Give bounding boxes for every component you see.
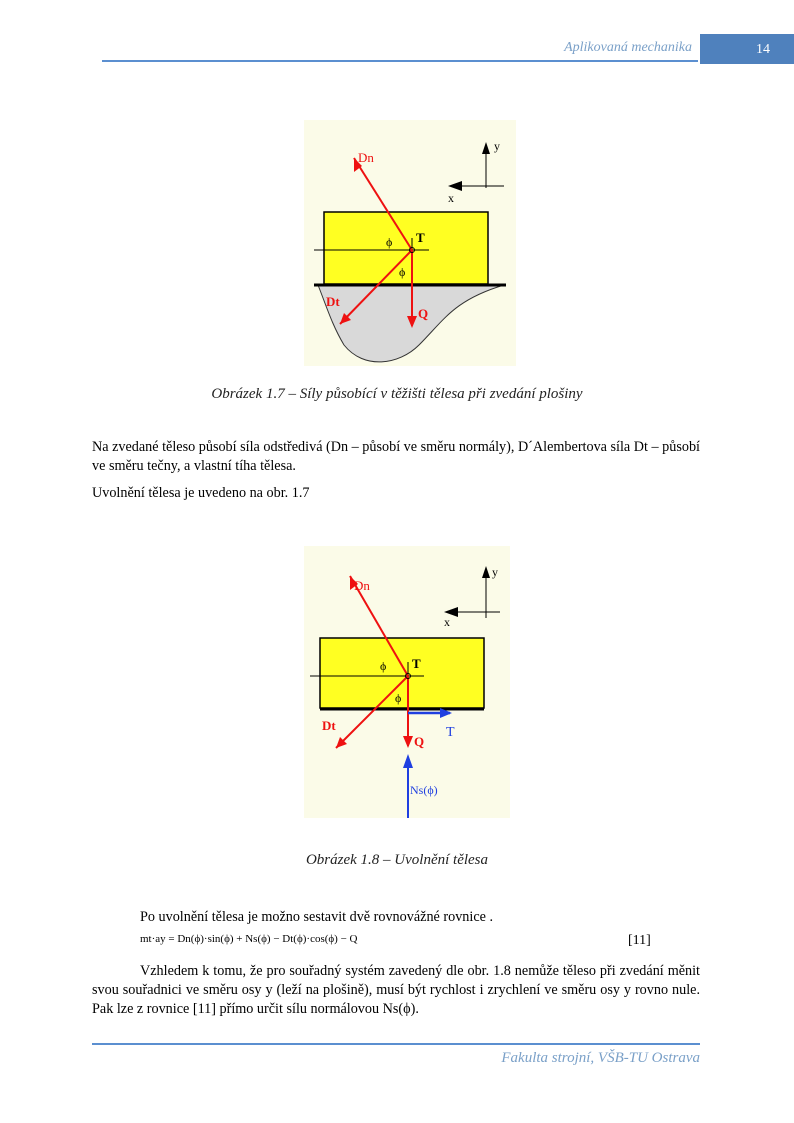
label-y: y xyxy=(494,139,500,153)
label-phi-2: ϕ xyxy=(395,691,402,705)
footer-rule xyxy=(92,1043,700,1045)
label-phi-1: ϕ xyxy=(386,235,393,249)
label-q: Q xyxy=(418,306,429,321)
figure-1-7 xyxy=(304,120,516,366)
equation-11: mt·ay = Dn(ϕ)·sin(ϕ) + Ns(ϕ) − Dt(ϕ)·cos(ϕ) − Q xyxy=(140,933,358,945)
header-rule xyxy=(102,60,698,62)
label-t: T xyxy=(416,230,425,245)
label-t: T xyxy=(412,656,421,671)
label-phi-2: ϕ xyxy=(399,265,406,279)
figure-1-7-caption: Obrázek 1.7 – Síly působící v těžišti tělesa při zvedání plošiny xyxy=(211,386,583,402)
paragraph-1: Na zvedané těleso působí síla odstředivá (Dn – působí ve směru normály), D´Alembertova síla Dt – působí ve směru tečny, a vlastní tíha tělesa. xyxy=(92,439,700,474)
equation-number: [11] xyxy=(628,933,651,948)
label-t-force: T xyxy=(446,725,455,740)
figure-1-7-diagram xyxy=(304,120,516,366)
header-title: Aplikovaná mechanika xyxy=(564,40,692,55)
label-phi-1: ϕ xyxy=(380,659,387,673)
paragraph-2: Uvolnění tělesa je uvedeno na obr. 1.7 xyxy=(92,485,310,501)
label-dn: Dn xyxy=(358,150,374,165)
label-dt: Dt xyxy=(326,294,340,309)
label-x: x xyxy=(448,191,454,205)
label-q: Q xyxy=(414,734,425,749)
label-x: x xyxy=(444,615,450,629)
equation-intro: Po uvolnění tělesa je možno sestavit dvě rovnovážné rovnice . xyxy=(140,909,494,925)
figure-1-8 xyxy=(304,546,510,818)
body-rect xyxy=(324,212,488,284)
page-number: 14 xyxy=(756,42,770,57)
figure-1-8-diagram xyxy=(304,546,510,818)
label-dn: Dn xyxy=(354,578,370,593)
body-rect xyxy=(320,638,484,708)
label-dt: Dt xyxy=(322,718,336,733)
label-ns: Ns(ϕ) xyxy=(410,783,438,797)
label-y: y xyxy=(492,565,498,579)
paragraph-3: Vzhledem k tomu, že pro souřadný systém zavedený dle obr. 1.8 nemůže těleso při zvedání měnit svou souřadnici ve směru osy y (leží na plošině), musí být rychlost i zrychlení ve směru osy y rovno nule. Pak lze z rovnice [11] přímo určit sílu normálovou Ns(ϕ). xyxy=(92,963,700,1017)
footer-text: Fakulta strojní, VŠB-TU Ostrava xyxy=(501,1050,700,1066)
figure-1-8-caption: Obrázek 1.8 – Uvolnění tělesa xyxy=(305,852,489,868)
